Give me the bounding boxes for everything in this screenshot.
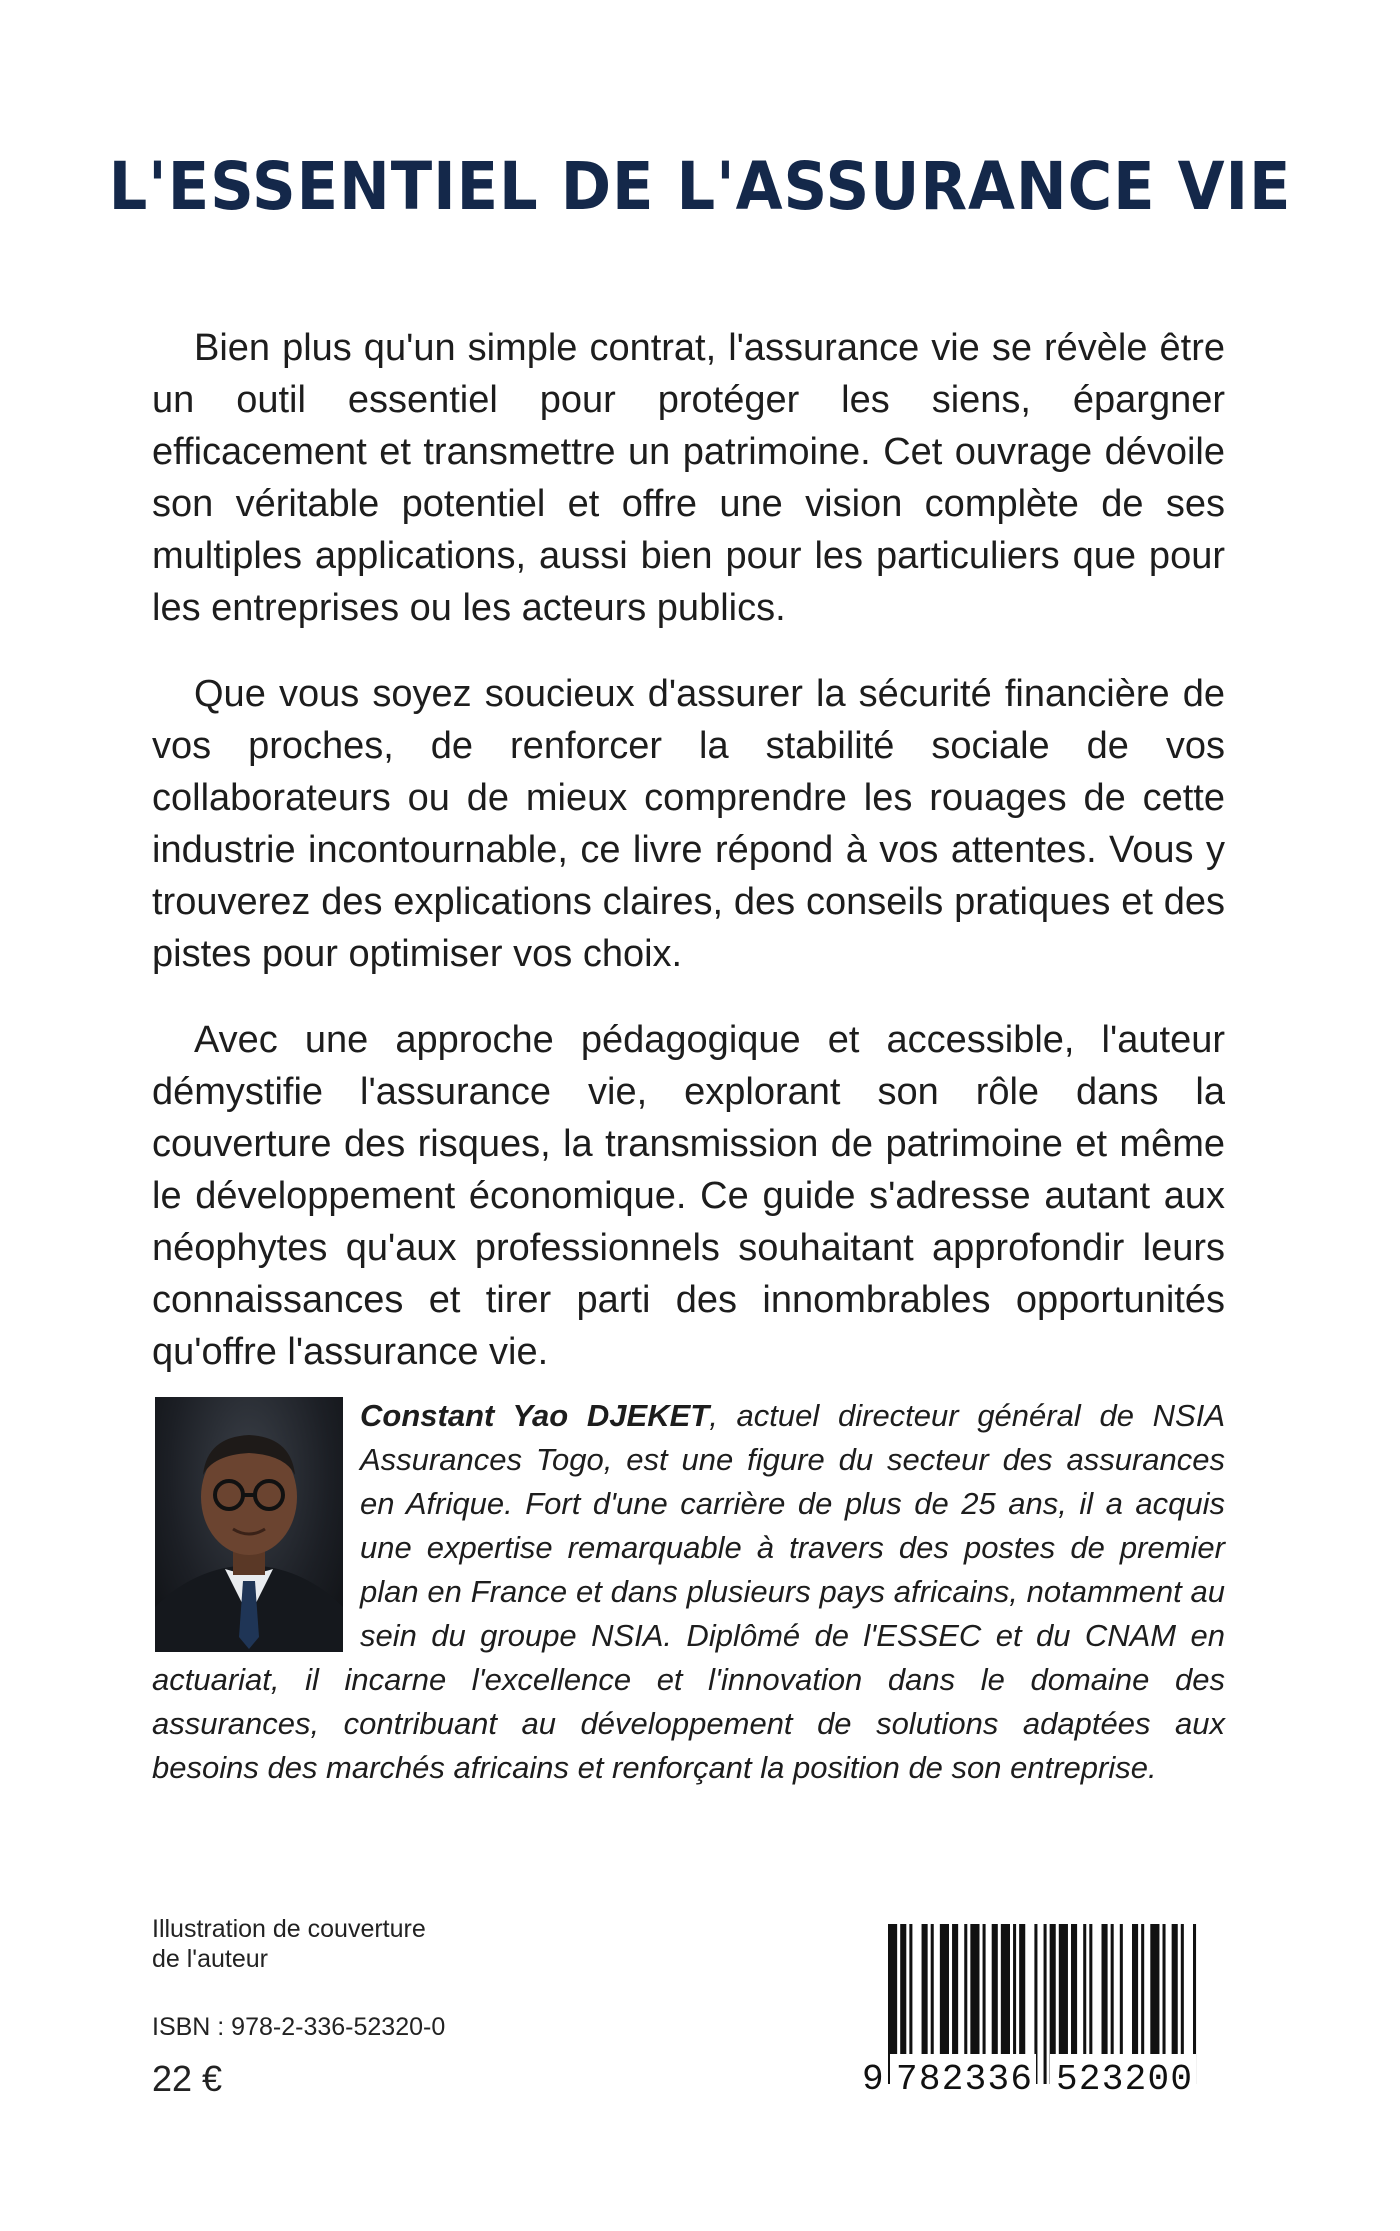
credit-line: de l'auteur	[152, 1945, 268, 1973]
price: 22 €	[152, 2058, 223, 2099]
author-name: Constant Yao DJEKET	[360, 1398, 710, 1433]
barcode-digits-left: 782336	[896, 2059, 1032, 2094]
barcode-digits-right: 523200	[1056, 2059, 1192, 2094]
book-title: L'ESSENTIEL DE L'ASSURANCE VIE	[108, 148, 1292, 225]
isbn: ISBN : 978-2-336-52320-0	[152, 2013, 446, 2041]
cover-credit	[152, 1914, 426, 1974]
credit-line: Illustration de couverture	[152, 1915, 426, 1943]
blurb	[152, 322, 1225, 1412]
barcode-first-digit: 9	[862, 2059, 884, 2094]
barcode	[860, 1924, 1226, 2094]
author-bio-text: , actuel directeur général de NSIA Assurances Togo, est une figure du secteur des assurances en Afrique. Fort d'une carrière de plus de 25 ans, il a acquis une expertise remarquable à travers des postes de premier plan en France et dans plusieurs pays africains, notamment au sein du groupe NSIA. Diplômé de l'ESSEC et du CNAM en actuariat, il incarne l'excellence et l'innovation dans le domaine des assurances, contribuant au développement de solutions adaptées aux besoins des marchés africains et renforçant la position de son entreprise.	[152, 1398, 1226, 1785]
blurb-paragraph: Bien plus qu'un simple contrat, l'assurance vie se révèle être un outil essentiel pour protéger les siens, épargner efficacement et transmettre un patrimoine. Cet ouvrage dévoile son véritable potentiel et offre une vision complète de ses multiples applications, aussi bien pour les particuliers que pour les entreprises ou les acteurs publics.	[152, 327, 1225, 629]
blurb-paragraph: Que vous soyez soucieux d'assurer la sécurité financière de vos proches, de renforcer la stabilité sociale de vos collaborateurs ou de mieux comprendre les rouages de cette industrie incontournable, ce livre répond à vos attentes. Vous y trouverez des explications claires, des conseils pratiques et des pistes pour optimiser vos choix.	[152, 673, 1225, 975]
author-photo	[155, 1397, 343, 1652]
barcode-bar	[1044, 1924, 1047, 2084]
blurb-paragraph: Avec une approche pédagogique et accessible, l'auteur démystifie l'assurance vie, explorant son rôle dans la couverture des risques, la transmission de patrimoine et même le développement économique. Ce guide s'adresse autant aux néophytes qu'aux professionnels souhaitant approfondir leurs connaissances et tirer parti des innombrables opportunités qu'offre l'assurance vie.	[152, 1019, 1225, 1373]
